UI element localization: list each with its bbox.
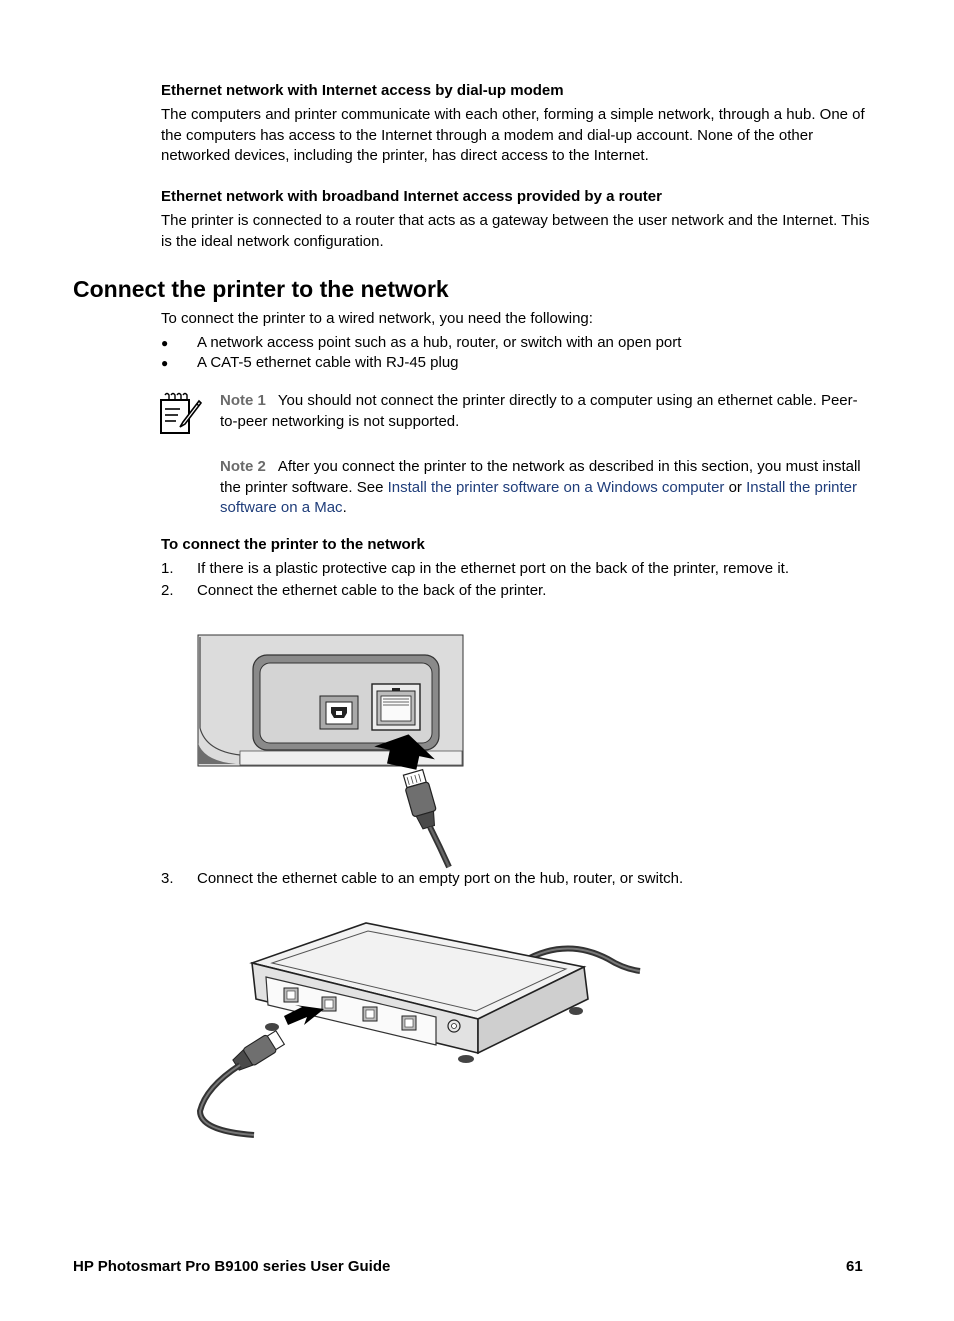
link-install-mac[interactable]: Install the printer software on a Mac xyxy=(220,478,857,516)
note-1-label: Note 1 xyxy=(220,392,266,409)
note-2 xyxy=(220,457,874,519)
step-text: Connect the ethernet cable to the back of the printer. xyxy=(197,582,547,599)
note-2-text: After you connect the printer to the network as described in this section, you must install the printer software. See xyxy=(220,458,861,496)
bullet-marker: ● xyxy=(161,336,169,350)
section-body-broadband: The printer is connected to a router that acts as a gateway between the user network and the Internet. This is the ideal network configuration. xyxy=(161,212,870,250)
printer-ethernet-port-illustration xyxy=(196,633,466,869)
step-number: 3. xyxy=(161,870,174,887)
note-pad-icon xyxy=(158,392,204,436)
step-number: 1. xyxy=(161,560,174,577)
step-number: 2. xyxy=(161,582,174,599)
section-heading-dialup: Ethernet network with Internet access by dial-up modem xyxy=(161,82,564,99)
note-1-text: You should not connect the printer directly to a computer using an ethernet cable. Peer-to-peer networking is not supported. xyxy=(220,392,858,430)
bullet-text: A network access point such as a hub, router, or switch with an open port xyxy=(197,334,682,351)
bullet-text: A CAT-5 ethernet cable with RJ-45 plug xyxy=(197,354,459,371)
footer-guide-title: HP Photosmart Pro B9100 series User Guide xyxy=(73,1258,391,1275)
step-text: If there is a plastic protective cap in the ethernet port on the back of the printer, remove it. xyxy=(197,560,789,577)
router-connection-illustration xyxy=(196,915,644,1145)
procedure-heading: To connect the printer to the network xyxy=(161,536,425,553)
page-title: Connect the printer to the network xyxy=(73,276,449,302)
link-install-windows[interactable]: Install the printer software on a Windows computer xyxy=(387,478,725,496)
note-2-label: Note 2 xyxy=(220,458,266,475)
list-item xyxy=(161,334,873,354)
note-2-text-mid: or xyxy=(724,478,747,496)
section-body-dialup: The computers and printer communicate with each other, forming a simple network, through a hub. One of the computers has access to the Internet through a modem and dial-up account. None of the other networked devices, including the printer, has direct access to the Internet. xyxy=(161,106,865,164)
step-item xyxy=(161,582,873,602)
list-item xyxy=(161,354,873,374)
note-2-text-end: . xyxy=(342,499,347,516)
step-item xyxy=(161,870,873,890)
note-1 xyxy=(220,391,874,432)
intro-text: To connect the printer to a wired network, you need the following: xyxy=(161,310,593,327)
step-text: Connect the ethernet cable to an empty port on the hub, router, or switch. xyxy=(197,870,684,887)
bullet-marker: ● xyxy=(161,356,169,370)
section-heading-broadband: Ethernet network with broadband Internet access provided by a router xyxy=(161,188,662,205)
step-item xyxy=(161,560,873,580)
page-number: 61 xyxy=(846,1258,863,1275)
